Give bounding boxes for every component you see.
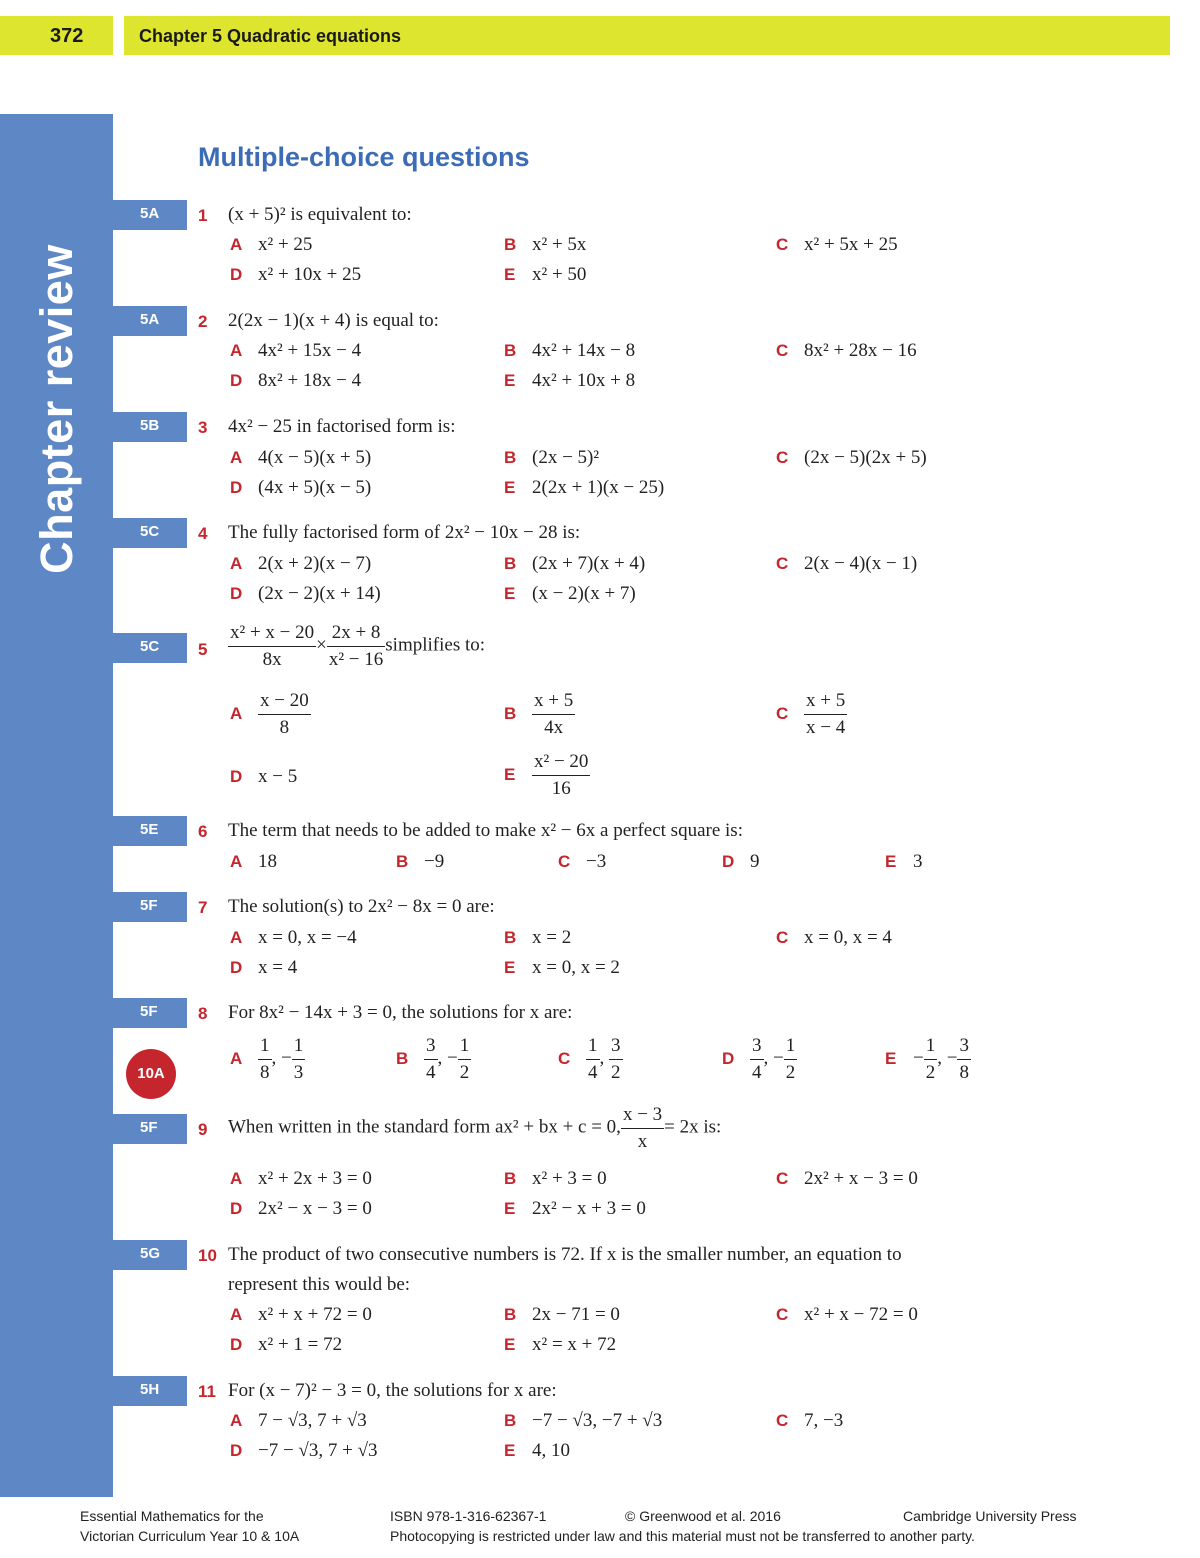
option-c: C x² + x − 72 = 0 — [776, 1304, 918, 1325]
option-a: A 4(x − 5)(x + 5) — [230, 447, 372, 468]
option-a: A $\frac{x - 20}{8}$ — [230, 690, 309, 738]
option-d: D (4x + 5)(x − 5) — [230, 477, 372, 498]
10a-badge: 10A — [126, 1049, 176, 1099]
question-tag: 5B — [113, 412, 187, 442]
option-b: B 2x − 71 = 0 — [504, 1304, 620, 1325]
option-b: B (2x + 7)(x + 4) — [504, 553, 646, 574]
section-title: Multiple-choice questions — [198, 142, 530, 172]
option-b: B 4x² + 14x − 8 — [504, 340, 636, 361]
option-c: C −3 — [558, 851, 607, 872]
question-number: 2 — [198, 312, 208, 331]
question-number: 5 — [198, 640, 208, 659]
question-text: $\frac{\text{x² + x − 20}}{8x}$ × $\frac{2x + 8}{\text{x² − 16}}$ simplifies to: — [230, 622, 486, 670]
option-c: C 2(x − 4)(x − 1) — [776, 553, 918, 574]
option-b: B x = 2 — [504, 927, 572, 948]
question-text: For (x − 7)² − 3 = 0, the solutions for x are: — [228, 1380, 557, 1401]
fraction: $\frac{\text{x² + x − 20}}{8x}$ — [230, 622, 315, 670]
option-e: E 2(2x + 1)(x − 25) — [504, 477, 665, 498]
option-e: E (x − 2)(x + 7) — [504, 583, 636, 604]
fraction: $\frac{2x + 8}{\text{x² − 16}}$ — [328, 622, 384, 670]
question-tag: 5E — [113, 816, 187, 846]
option-a: A 18 — [230, 851, 277, 872]
question-number: 11 — [198, 1382, 216, 1401]
option-e: E x² + 50 — [504, 264, 587, 285]
question-number: 7 — [198, 898, 208, 917]
question-tag: 5C — [113, 518, 187, 548]
option-c: C 2x² + x − 3 = 0 — [776, 1168, 918, 1189]
question-number: 9 — [198, 1120, 208, 1139]
option-e: E 2x² − x + 3 = 0 — [504, 1198, 646, 1219]
option-b: B −9 — [396, 851, 445, 872]
option-d: D x = 4 — [230, 957, 298, 978]
footer-book-title: Essential Mathematics for the Victorian Curriculum Year 10 & 10A — [80, 1508, 300, 1544]
question-tag: 5C — [113, 633, 187, 663]
question-tag: 5F — [113, 1114, 187, 1144]
option-c: C x² + 5x + 25 — [776, 234, 898, 255]
option-b: B x² + 5x — [504, 234, 587, 255]
question-text: (x + 5)² is equivalent to: — [228, 204, 412, 225]
chapter-review-label: Chapter review — [31, 244, 82, 574]
option-a: A x = 0, x = −4 — [230, 927, 357, 948]
question-number: 3 — [198, 418, 208, 437]
question-text: 2(2x − 1)(x + 4) is equal to: — [228, 310, 439, 331]
option-c: C $\frac{x + 5}{x - 4}$ — [776, 690, 846, 738]
question-text: When written in the standard form ax² + bx + c = 0, $\frac{x - 3}{x}$ = 2x is: — [228, 1104, 722, 1152]
question-text: The product of two consecutive numbers is 72. If x is the smaller number, an equation to — [228, 1244, 902, 1265]
option-d: D x² + 1 = 72 — [230, 1334, 343, 1355]
question-tag: 5A — [113, 200, 187, 230]
question-number: 6 — [198, 822, 208, 841]
question-number: 4 — [198, 524, 208, 543]
footer-copyright: © Greenwood et al. 2016 — [625, 1508, 781, 1524]
question-tag: 5F — [113, 892, 187, 922]
option-e: E $\frac{\text{x² − 20}}{16}$ — [504, 751, 589, 799]
option-d: D 8x² + 18x − 4 — [230, 370, 362, 391]
question-text: 4x² − 25 in factorised form is: — [228, 416, 456, 437]
option-d: D x − 5 — [230, 766, 298, 787]
question-text: For 8x² − 14x + 3 = 0, the solutions for x are: — [228, 1002, 573, 1023]
option-a: A $\frac{1}{8}$ , − $\frac{1}{3}$ — [230, 1035, 304, 1083]
option-a: A 2(x + 2)(x − 7) — [230, 553, 372, 574]
option-d: D 2x² − x − 3 = 0 — [230, 1198, 372, 1219]
fraction: $\frac{x - 3}{x}$ — [622, 1104, 663, 1152]
option-c: C 8x² + 28x − 16 — [776, 340, 917, 361]
question-number: 8 — [198, 1004, 208, 1023]
option-d: D (2x − 2)(x + 14) — [230, 583, 381, 604]
option-b: B x² + 3 = 0 — [504, 1168, 607, 1189]
question-tag: 5A — [113, 306, 187, 336]
option-a: A x² + x + 72 = 0 — [230, 1304, 372, 1325]
question-text-continued: represent this would be: — [228, 1274, 411, 1295]
page-number: 372 — [0, 16, 113, 55]
option-e: E − $\frac{1}{2}$ , − $\frac{3}{8}$ — [885, 1035, 969, 1083]
question-number: 10 — [198, 1246, 217, 1265]
question-tag: 5H — [113, 1376, 187, 1406]
question-text: The fully factorised form of 2x² − 10x − 28 is: — [228, 522, 581, 543]
option-a: A 7 − √3, 7 + √3 — [230, 1410, 367, 1431]
option-e: E x = 0, x = 2 — [504, 957, 620, 978]
option-e: E x² = x + 72 — [504, 1334, 617, 1355]
option-b: B (2x − 5)² — [504, 447, 600, 468]
option-e: E 3 — [885, 851, 923, 872]
footer-publisher: Cambridge University Press — [903, 1508, 1077, 1524]
option-b: B $\frac{3}{4}$ , − $\frac{1}{2}$ — [396, 1035, 470, 1083]
question-tag: 5G — [113, 1240, 187, 1270]
option-c: C 7, −3 — [776, 1410, 844, 1431]
option-e: E 4x² + 10x + 8 — [504, 370, 636, 391]
option-a: A 4x² + 15x − 4 — [230, 340, 362, 361]
option-a: A x² + 25 — [230, 234, 313, 255]
option-c: C (2x − 5)(2x + 5) — [776, 447, 927, 468]
option-a: A x² + 2x + 3 = 0 — [230, 1168, 372, 1189]
question-text: The solution(s) to 2x² − 8x = 0 are: — [228, 896, 495, 917]
option-b: B −7 − √3, −7 + √3 — [504, 1410, 663, 1431]
option-d: D −7 − √3, 7 + √3 — [230, 1440, 378, 1461]
question-tag: 5F — [113, 998, 187, 1028]
question-text: The term that needs to be added to make x² − 6x a perfect square is: — [228, 820, 743, 841]
footer-notice: Photocopying is restricted under law and this material must not be transferred to another party. — [390, 1528, 975, 1544]
option-d: D $\frac{3}{4}$ , − $\frac{1}{2}$ — [722, 1035, 796, 1083]
chapter-title: Chapter 5 Quadratic equations — [124, 16, 1170, 55]
footer-isbn: ISBN 978-1-316-62367-1 — [390, 1508, 547, 1524]
option-c: C $\frac{1}{4}$ , $\frac{3}{2}$ — [558, 1035, 621, 1083]
option-b: B $\frac{x + 5}{4x}$ — [504, 690, 574, 738]
option-c: C x = 0, x = 4 — [776, 927, 892, 948]
question-number: 1 — [198, 206, 208, 225]
option-e: E 4, 10 — [504, 1440, 570, 1461]
chapter-review-band — [0, 114, 113, 1497]
option-d: D x² + 10x + 25 — [230, 264, 362, 285]
option-d: D 9 — [722, 851, 760, 872]
